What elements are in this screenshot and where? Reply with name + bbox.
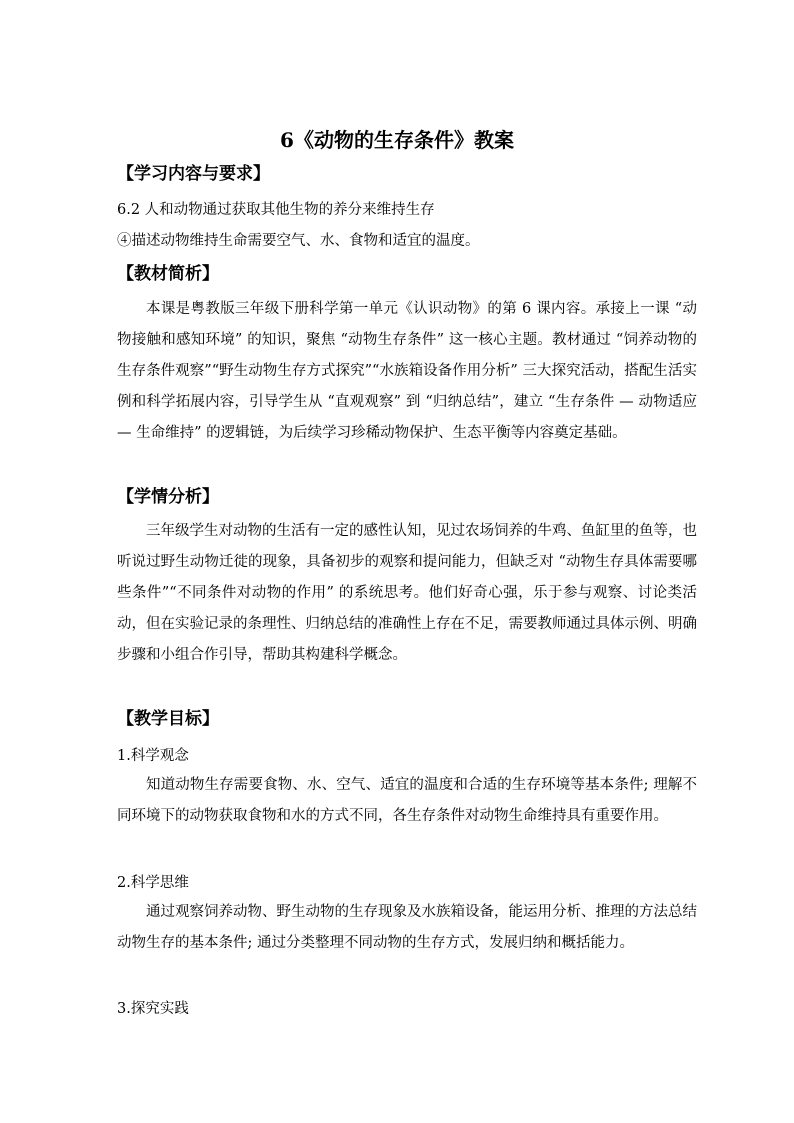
goal-2-text: 通过观察饲养动物、野生动物的生存现象及水族箱设备，能运用分析、推理的方法总结动物生存的基本条件; 通过分类整理不同动物的生存方式，发展归纳和概括能力。 (117, 904, 697, 951)
requirement-line-2: ④描述动物维持生命需要空气、水、食物和适宜的温度。 (117, 233, 480, 249)
requirement-line-1: 6.2 人和动物通过获取其他生物的养分来维持生存 (117, 202, 435, 218)
student-analysis-paragraph: 三年级学生对动物的生活有一定的感性认知，见过农场饲养的牛鸡、鱼缸里的鱼等，也听说过野生动物迁徙的现象，具备初步的观察和提问能力，但缺乏对 “动物生存具体需要哪些条件”“不同条件对动物的作用” 的系统思考。他们好奇心强，乐于参与观察、讨论类活动，但在实验记录的条理性、归纳总结的准确性上存在不足，需要教师通过具体示例、明确步骤和小组合作引导，帮助其构建科学概念。 (117, 523, 697, 663)
goal-1-label: 1.科学观念 (117, 748, 189, 764)
heading-textbook-analysis: 【教材简析】 (117, 264, 219, 284)
heading-student-analysis: 【学情分析】 (117, 487, 219, 507)
goal-3-label: 3.探究实践 (117, 1001, 189, 1017)
heading-content-requirements: 【学习内容与要求】 (117, 164, 270, 184)
goal-1-text: 知道动物生存需要食物、水、空气、适宜的温度和合适的生存环境等基本条件; 理解不同环境下的动物获取食物和水的方式不同，各生存条件对动物生命维持具有重要作用。 (117, 777, 697, 824)
textbook-analysis-paragraph: 本课是粤教版三年级下册科学第一单元《认识动物》的第 6 课内容。承接上一课 “动物接触和感知环境” 的知识，聚焦 “动物生存条件” 这一核心主题。教材通过 “饲养动物的生存条件观察”“野生动物生存方式探究”“水族箱设备作用分析” 三大探究活动，搭配生活实例和科学拓展内容，引导学生从 “直观观察” 到 “归纳总结”，建立 “生存条件 — 动物适应 — 生命维持” 的逻辑链，为后续学习珍稀动物保护、生态平衡等内容奠定基础。 (117, 301, 697, 441)
heading-teaching-goals: 【教学目标】 (117, 709, 219, 729)
goal-2-label: 2.科学思维 (117, 875, 189, 891)
document-title: 6《动物的生存条件》教案 (280, 128, 514, 152)
